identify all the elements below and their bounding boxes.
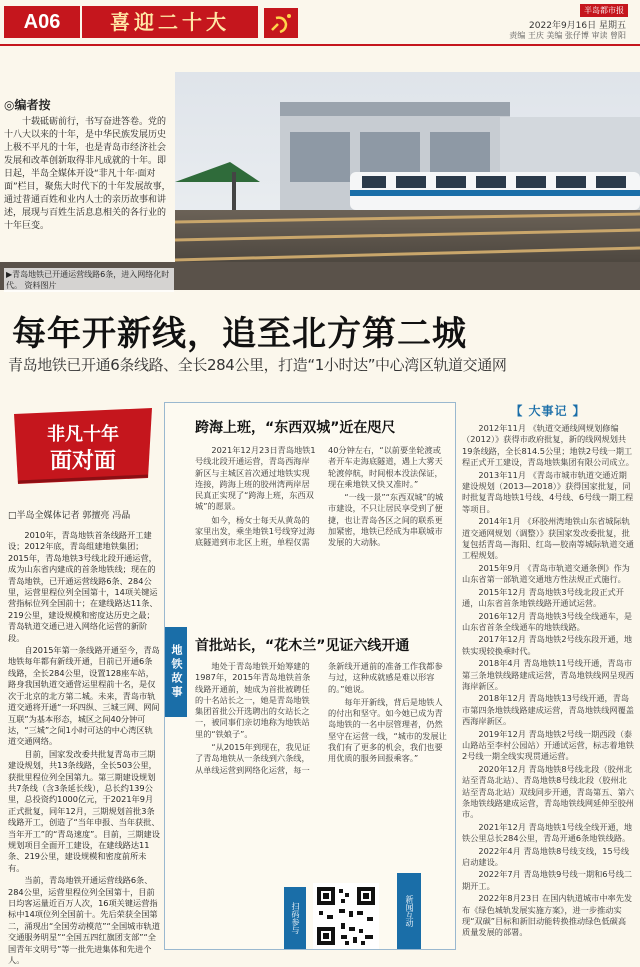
chronicle-column: [462, 402, 634, 940]
story1-paragraph: 如今，杨女士每天从黄岛的家里出发，乘坐地铁1号线穿过海底隧道到市北区上班，单程仅需40分钟左右，“以前要坐轮渡或者开车走海底隧道，遇上大雾天轮渡停航，时间根本没法保证，现在乘地铁又快又准时。”: [195, 445, 443, 548]
party-emblem-icon: [264, 8, 298, 38]
story2-paragraph: 每年开新线，背后是地铁人的付出和坚守。如今她已成为青岛地铁的一名中层管理者，仍然坚守在运营一线，“城市的发展让我们有了更多的机会，我们也要用优质的服务回报乘客。”: [328, 696, 447, 764]
qr-right-label: 新闻互动: [397, 873, 421, 949]
header-divider: [0, 44, 640, 46]
main-headline: 每年开新线，追至北方第二城: [12, 314, 467, 354]
badge-line1: 非凡十年: [47, 424, 119, 445]
sub-headline: 青岛地铁已开通6条线路、全长284公里，打造“1小时达”中心湾区轨道交通网: [8, 356, 507, 374]
left-paragraph: 2010年，青岛地铁首条线路开工建设；2012年底，青岛组建地铁集团；2015年，青岛地铁3号线北段开通运营，成为山东省内建成的首条地铁线；现在的青岛地铁，已开通运营线路6条、284公里，运营里程位列全国第十，14项关键运营指标位列全国前十；在建线路达11条、219公里，建设规模和密度达历史之最；青岛轨道交通已进入网络化运营的新阶段。: [8, 530, 158, 643]
section-banner: 喜迎二十大: [82, 6, 258, 38]
story2-paragraph: 地处于青岛地铁开始筹建的1987年，2015年青岛地铁首条线路开通前，她成为首批被聘任的十名站长之一，她是青岛地铁集团首批公开选聘出的女站长之一，被同事们亲切地称为地铁站里的“铁娘子”。: [195, 661, 311, 739]
left-paragraph: 当前，青岛地铁开通运营线路6条、284公里，运营里程位列全国第十，目前日均客运量近百万人次，16项关键运营指标中14项位列全国前十。先后荣获全国第二，涌现出“全国劳动模范”“全国城市轨道交通服务明星”“全国五四红旗团支部”“全国青年文明号”等一批先进集体和先进个人。: [8, 875, 160, 966]
qr-code-icon[interactable]: [313, 883, 379, 949]
story2-paragraph: “从2015年到现在，我见证了青岛地铁从一条线到六条线，从单线运营到网络化运营，每一条新线开通前的准备工作我都参与过，这种成就感是难以形容的。”她说。: [195, 661, 443, 775]
page-header: [0, 0, 640, 46]
chronicle-entry: 2019年12月 青岛地铁2号线一期西段（泰山路站至李村公园站）开通试运营，标志着地铁2号线一期全线实现贯通运营。: [462, 728, 634, 762]
qr-left-label: 扫码参与: [284, 887, 306, 949]
chronicle-entry: 2015年9月 《青岛市轨道交通条例》作为山东省第一部轨道交通地方性法规正式施行。: [462, 562, 630, 585]
left-paragraph: 自2015年第一条线路开通至今，青岛地铁每年都有新线开通，目前已开通6条线路，全长284公里，设置128座车站，路身我国轨道交通营运里程前十名，是仅次于北京的北方第二城。未来，青岛市轨道交通将开通“一环四纵、三城三网、网间互联”为基本形态，城区之间40分钟可达，“三城”之间1小时可达的中心湾区轨道交通网络。: [8, 645, 160, 747]
story2-title: 首批站长，“花木兰”见证六线开通: [195, 638, 410, 654]
badge-line2: 面对面: [49, 449, 117, 474]
column-badge: [8, 404, 158, 488]
story-box: [164, 402, 456, 950]
page-number: A06: [4, 6, 80, 38]
chronicle-entry: 2022年8月23日 在国内轨道城市中率先发布《绿色城轨发展实施方案》，进一步推动实现“双碳”目标和新旧动能转换推动绿色低碳高质量发展的部署。: [462, 893, 633, 938]
editor-note-title: ◎编者按: [4, 98, 51, 112]
byline: □半岛全媒体记者 郭擅亮 冯晶: [8, 511, 131, 521]
left-article-body: [8, 530, 160, 967]
chronicle-entry: 2013年11月 《青岛市城市轨道交通近期建设规划（2013—2018）》获得国家批复，同时批复青岛地铁1号线、4号线、6号线一期工程等项目。: [462, 469, 634, 514]
chronicle-entry: 2022年4月 青岛地铁8号线支线，15号线启动建设。: [462, 845, 630, 868]
chronicle-entry: 2021年12月 青岛地铁1号线全线开通，地铁公里总长284公里，青岛开通6条地铁线路。: [462, 821, 633, 844]
badge-graphic: [8, 404, 158, 488]
chronicle-entry: 2014年1月 《环胶州湾地铁山东省城际轨道交通网规划（调整）》获国家发改委批复，批复包括青岛—海阳、红岛—胶南等城际轨道交通工程规划。: [462, 516, 634, 561]
chronicle-entry: 2018年4月 青岛地铁11号线开通，青岛市第三条地铁线路建成运营，青岛地铁线网呈现西海岸新区。: [462, 658, 634, 691]
chronicle-entry: 2012年11月 《轨道交通线网规划修编（2012）》获得市政府批复，新的线网规划共19条线路，全长814.5公里；地铁2号线一期工程正式开工建设，青岛地铁集团有限公司成立。: [462, 423, 634, 468]
story2-body: [195, 661, 449, 871]
photo-caption: ▶青岛地铁已开通运营线路6条，进入网络化时代。 资料图片: [4, 268, 174, 292]
issue-date: 2022年9月16日 星期五: [529, 21, 626, 31]
chronicle-entry: 2020年12月 青岛地铁8号线北段（胶州北站至青岛北站）、青岛地铁8号线北段（胶州北站至青岛北站）双线同步开通，青岛第五、第六条地铁线路建成运营，青岛地铁线网延伸至胶州市。: [462, 763, 634, 820]
chronicle-entry: 2022年7月 青岛地铁9号线一期和6号线二期开工。: [462, 869, 633, 891]
chronicle-entry: 2016年12月 青岛地铁3号线全线通车，是山东省首条全线通车的地铁线路。: [462, 610, 633, 632]
story1-body: [195, 445, 449, 635]
story1-paragraph: 2021年12月23日青岛地铁1号线北段开通运营，青岛西海岸新区与主城区首次通过地铁实现连接，跨海上班的胶州湾两岸居民真正实现了“跨海上班，东西双城”的愿景。: [195, 445, 316, 512]
chronicle-body: [462, 423, 634, 939]
editor-note-body: 十载砥砺前行，书写奋进答卷。党的十八大以来的十年，是中华民族发展历史上极不平凡的十年，也是青岛市经济社会发展和改革创新取得非凡成就的十年。即日起，半岛全媒体开设“非凡十年·面对面”栏目，聚焦大时代下的十年发展故事，通过普通百姓和业内人士的亲历故事和讲述，展现与百姓生活息息相关的各行业的十年巨变。: [4, 117, 171, 231]
chronicle-entry: 2018年12月 青岛地铁13号线开通，青岛市第四条地铁线路建成运营，青岛地铁线网覆盖西海岸新区。: [462, 693, 634, 727]
side-tab: 地铁故事: [165, 627, 187, 717]
paper-name: 半岛都市报: [580, 4, 628, 17]
editor-note: [4, 96, 172, 233]
story1-paragraph: “一线一景”“东西双城”的城市建设，不只让居民享受到了便捷，也让青岛各区之间的联系更加紧密，地铁已经成为串联城市发展的大动脉。: [328, 492, 444, 548]
chronicle-entry: 2017年12月 青岛地铁2号线东段开通，地铁实现较换乘时代。: [462, 634, 633, 656]
chronicle-entry: 2015年12月 青岛地铁3号线北段正式开通，山东省首条地铁线路开通试运营。: [462, 586, 624, 609]
editor-credits: 责编 王庆 美编 张仔博 审读 曾阳: [509, 31, 626, 40]
story1-title: 跨海上班，“东西双城”近在咫尺: [195, 420, 396, 436]
chronicle-title: 【 大事记 】: [510, 404, 586, 418]
left-paragraph: 目前，国家发改委共批复青岛市三期建设规划，共13条线路，全长503公里，获批里程位列全国第九。第三期建设规划共7条线（含3条延长线），总长约139公里，总投资约1000亿元，于2021年9月正式批复，同年12月，三期规划首批3条线路开工，创造了“当年申报、当年获批、当年开工”的“青岛速度”。目前，三期建设规划项目全面开工建设，在建线路达11条、219公里，建设规模和密度前所未有。: [8, 748, 160, 873]
